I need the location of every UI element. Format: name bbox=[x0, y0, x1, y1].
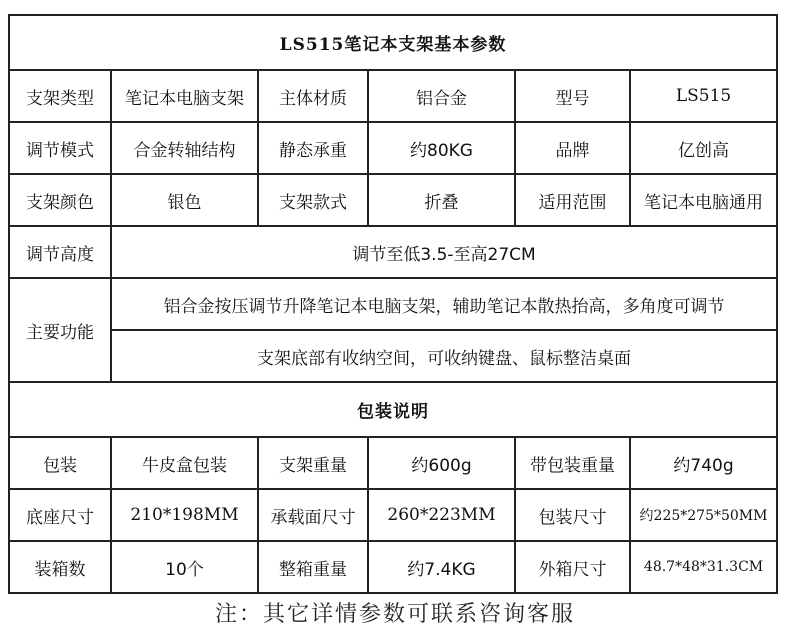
cell-value: 笔记本电脑支架 bbox=[111, 70, 258, 122]
cell-label: 型号 bbox=[515, 70, 630, 122]
cell-value: 笔记本电脑通用 bbox=[630, 174, 777, 226]
cell-label: 整箱重量 bbox=[258, 541, 368, 593]
cell-value: 牛皮盒包装 bbox=[111, 437, 258, 489]
cell-value: 铝合金 bbox=[368, 70, 515, 122]
cell-value: 合金转轴结构 bbox=[111, 122, 258, 174]
cell-value: 48.7*48*31.3CM bbox=[630, 541, 777, 593]
cell-value: 约7.4KG bbox=[368, 541, 515, 593]
cell-label: 包装 bbox=[9, 437, 111, 489]
cell-value: 210*198MM bbox=[111, 489, 258, 541]
cell-value: 约80KG bbox=[368, 122, 515, 174]
cell-value: 银色 bbox=[111, 174, 258, 226]
cell-label: 调节高度 bbox=[9, 226, 111, 278]
table-row bbox=[9, 174, 777, 226]
cell-label: 装箱数 bbox=[9, 541, 111, 593]
cell-label: 外箱尺寸 bbox=[515, 541, 630, 593]
cell-value: 折叠 bbox=[368, 174, 515, 226]
table-row bbox=[9, 122, 777, 174]
cell-value: LS515 bbox=[630, 70, 777, 122]
table-row bbox=[9, 437, 777, 489]
function-line-1: 铝合金按压调节升降笔记本电脑支架，辅助笔记本散热抬高，多角度可调节 bbox=[111, 278, 777, 330]
table-row bbox=[9, 541, 777, 593]
cell-label: 支架重量 bbox=[258, 437, 368, 489]
table-row bbox=[9, 489, 777, 541]
cell-label: 品牌 bbox=[515, 122, 630, 174]
table-row bbox=[9, 330, 777, 382]
cell-label: 支架类型 bbox=[9, 70, 111, 122]
cell-label: 支架款式 bbox=[258, 174, 368, 226]
cell-label: 底座尺寸 bbox=[9, 489, 111, 541]
cell-label: 包装尺寸 bbox=[515, 489, 630, 541]
footer-note: 注：其它详情参数可联系咨询客服 bbox=[214, 602, 575, 627]
cell-value: 亿创高 bbox=[630, 122, 777, 174]
table-row bbox=[9, 70, 777, 122]
cell-label: 主体材质 bbox=[258, 70, 368, 122]
cell-value: 260*223MM bbox=[368, 489, 515, 541]
spec-table bbox=[8, 14, 778, 594]
cell-value: 约600g bbox=[368, 437, 515, 489]
table-row bbox=[9, 226, 777, 278]
cell-value: 10个 bbox=[111, 541, 258, 593]
table-row bbox=[9, 278, 777, 330]
height-value: 调节至低3.5-至高27CM bbox=[111, 226, 777, 278]
section-title: 包装说明 bbox=[9, 382, 777, 437]
cell-label: 调节模式 bbox=[9, 122, 111, 174]
table-title: LS515笔记本支架基本参数 bbox=[9, 15, 777, 70]
cell-value: 约740g bbox=[630, 437, 777, 489]
cell-label: 承载面尺寸 bbox=[258, 489, 368, 541]
function-line-2: 支架底部有收纳空间，可收纳键盘、鼠标整洁桌面 bbox=[111, 330, 777, 382]
cell-label: 带包装重量 bbox=[515, 437, 630, 489]
cell-label: 支架颜色 bbox=[9, 174, 111, 226]
cell-value: 约225*275*50MM bbox=[630, 489, 777, 541]
cell-label: 适用范围 bbox=[515, 174, 630, 226]
cell-label: 主要功能 bbox=[9, 278, 111, 382]
cell-label: 静态承重 bbox=[258, 122, 368, 174]
